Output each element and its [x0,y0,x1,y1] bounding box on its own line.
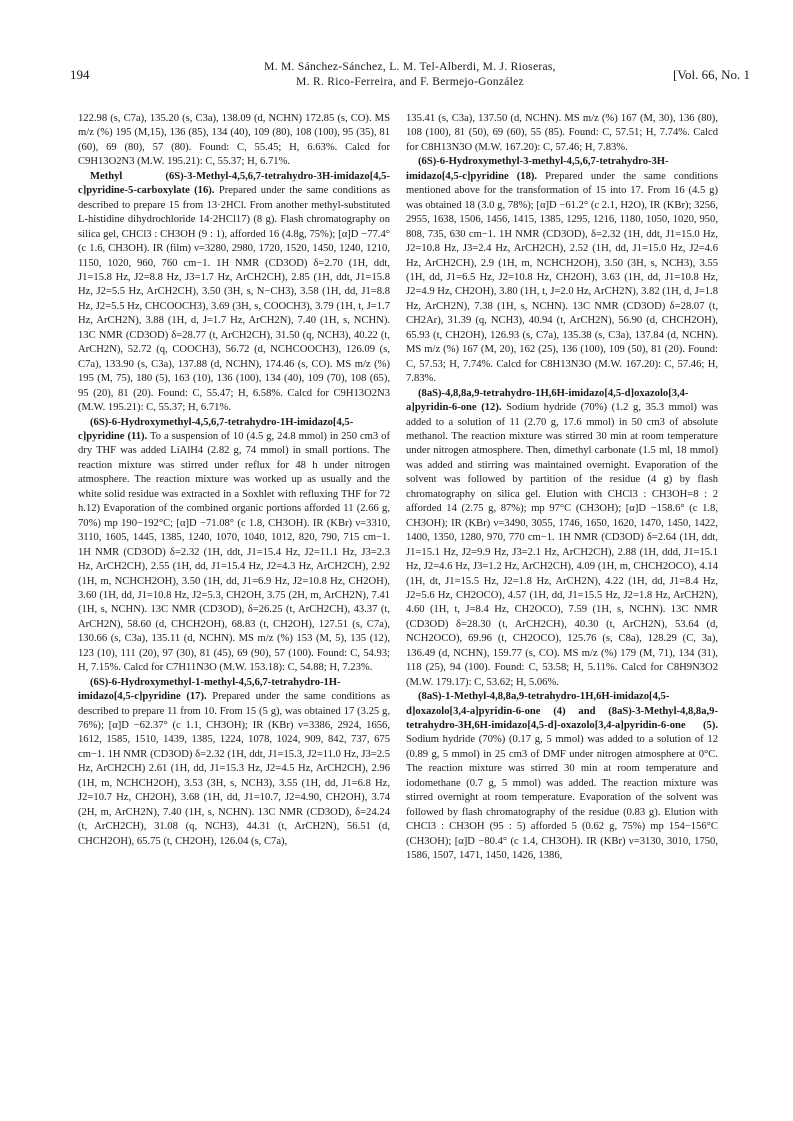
compound-title: (6S)-6-Hydroxymethyl-3-methyl-4,5,6,7-tetrahydro-3H-imidazo[4,5-c]pyridine (18). [406,156,669,182]
paragraph-text: To a suspension of 10 (4.5 g, 24.8 mmol) in 250 cm3 of dry THF was added LiAlH4 (2.82 g, 74 mmol) in small portions. The reaction mixture was stirred under reflux for 48 h under nitrogen atmosphere. The reaction mixture was worked up as usually and the white solid residue was extracted in a Soxhlet with refluxing THF for 72 h.12) Evaporation of the combined organic portions afforded 11 (2.66 g, 70%) mp 190−192°C; [α]D −71.08° (c 1.8, CH3OH). IR (KBr) ν=3310, 3110, 1605, 1445, 1385, 1240, 1070, 1040, 1012, 820, 790, 715 cm−1. 1H NMR (CD3OD) δ=2.32 (1H, ddt, J1=15.4 Hz, J2=11.1 Hz, J3=2.3 Hz, ArCH2CH), 2.55 (1H, dd, J1=15.4 Hz, J2=4.3 Hz, ArCH2CH), 2.92 (1H, m, NCHCH2OH), 3.50 (1H, dd, J1=6.9 Hz, J2=10.8 Hz, CH2OH), 3.60 (1H, dd, J1=10.8 Hz, J2=5.3, CH2OH, 3.75 (2H, m, ArCH2N), 7.41 (1H, s, NCHN). 13C NMR (CD3OD), δ=26.25 (t, ArCH2CH), 43.37 (t, ArCH2N), 58.60 (d, CHCH2OH), 68.83 (t, CH2OH), 127.51 (s, C7a), 130.66 (s, C3a), 135.11 (d, NCHN). MS m/z (%) 153 (M, 5), 135 (12), 123 (10), 111 (20), 97 (30), 81 (45), 69 (90), 57 (100). Found: C, 54.93; H, 7.15%. Calcd for C7H11N3O (M.W. 153.18): C, 54.88; H, 7.23%. [78,430,391,674]
compound-title: (6S)-6-Hydroxymethyl-4,5,6,7-tetrahydro-1H-imidazo[4,5-c]pyridine (11). [78,416,354,442]
compound-title: (8aS)-4,8,8a,9-tetrahydro-1H,6H-imidazo[4,5-d]oxazolo[3,4-a]pyridin-6-one (12). [406,387,689,414]
author-line: M. R. Rico-Ferreira, and F. Bermejo-González [296,76,524,88]
compound-entry [406,155,718,386]
compound-entry [406,690,718,863]
paragraph-text: 122.98 (s, C7a), 135.20 (s, C3a), 138.09 (d, NCHN) 172.85 (s, CO). MS m/z (%) 195 (M,15), 136 (85), 134 (40), 109 (80), 108 (100), 95 (35), 81 (60), 69 (80), 57 (80). Found: C, 55.45; H, 6.63%. Calcd for C9H13O2N3 (M.W. 195.21): C, 55.37; H, 6.71%. [78,113,390,168]
paragraph [406,112,718,155]
left-column [78,112,390,849]
compound-entry [78,676,390,849]
paragraph-text: Sodium hydride (70%) (1.2 g, 35.3 mmol) was added to a solution of 11 (2.70 g, 17.6 mmol) in 50 cm3 of absolute methanol. The reaction mixture was stirred 30 min at room temperature under nitrogen atmosphere. Then, dimethyl carbonate (1.5 ml, 18 mmol) was added and stirring was maintained overnight. Evaporation of the solvent was followed by partition of the residue (4 g) by flash chromatography on silica gel. Elution with CHCl3 : CH3OH=8 : 2 afforded 14 (2.75 g, 87%); mp 97°C (CH3OH); [α]D −158.6° (c 1.8, CH3OH); IR (KBr) ν=3490, 3055, 1746, 1650, 1620, 1470, 1450, 1422, 1400, 1350, 1280, 970, 770 cm−1. 1H NMR (CD3OD) δ=2.64 (1H, ddt, J1=15.1 Hz, J2=9.9 Hz, J3=2.1 Hz, ArCH2CH), 2.88 (1H, ddd, J1=15.1 Hz, J2=4.6 Hz, J3=1.2 Hz, ArCH2CH), 4.09 (1H, m, CHCH2OCO), 4.14 (1H, dt, J1=15.5 Hz, J2=1.8 Hz, ArCH2N), 4.22 (1H, dd, J1=8.4 Hz, J2=5.6 Hz, CH2OCO), 4.57 (1H, dd, J1=15.5 Hz, J2=1.8 Hz, ArCH2N), 4.60 (1H, t, J=8.4 Hz, CH2OCO), 7.59 (1H, s, NCHN). 13C NMR (CD3OD) δ=28.30 (t, ArCH2CH), 40.30 (t, ArCH2N), 53.64 (d, NCH2OCO), 69.96 (t, CH2OCO), 125.76 (s, C8a), 128.29 (C, 3a), 136.49 (d, NCHN), 159.77 (s, CO). MS m/z (%) 179 (M, 71), 134 (31), 118 (25), 94 (100). Found: C, 53.58; H, 5.11%. Calcd for C8H9N3O2 (M.W. 179.17): C, 53.62; H, 5.06%. [406,402,718,688]
compound-title: (8aS)-1-Methyl-4,8,8a,9-tetrahydro-1H,6H-imidazo[4,5-d]oxazolo[3,4-a]pyridin-6-one (4) and (8aS)-3-Methyl-4,8,8a,9-tetrahydro-3H,6H-imidazo[4,5-d]-oxazolo[3,4-a]pyridin-6-one (5). [406,691,718,732]
paragraph-text: Prepared under the same conditions as described to prepare 15 from 13·2HCl. From another methyl-substituted L-histidine dihydrochloride 14·2HCl17) (8 g). Flash chromatography on silica gel, CHCl3 : CH3OH (9 : 1), afforded 16 (4.8g, 75%); [α]D −77.4° (c 1.6, CH3OH). IR (film) ν=3280, 2980, 1720, 1520, 1450, 1240, 1210, 1150, 1020, 960, 760 cm−1. 1H NMR (CD3OD) δ=2.70 (1H, ddt, J1=15.8 Hz, J2=8.8 Hz, J3=1.7 Hz, ArCH2CH), 2.85 (1H, ddt, J1=15.8 Hz, J2=5.5 Hz, ArCH2CH), 3.50 (3H, s, N−CH3), 3.58 (1H, dd, J1=8.8 Hz, J2=5.5 Hz, CHCOOCH3), 3.69 (3H, s, COOCH3), 3.79 (1H, t, J=1.7 Hz, ArCH2N), 3.88 (1H, d, J=1.7 Hz, ArCH2N), 7.40 (1H, s, NCHN). 13C NMR (CD3OD) δ=28.77 (t, ArCH2CH), 31.50 (q, NCH3), 40.22 (t, ArCH2N), 52.72 (q, COOCH3), 56.72 (d, NCHCOOCH3), 126.09 (s, C7a), 133.90 (s, C3a), 137.88 (d, NCHN), 174.46 (s, CO). MS m/z (%) 195 (M, 75), 180 (5), 163 (10), 136 (100), 134 (40), 109 (70), 108 (65), 95 (20), 81 (20). Found: C, 55.47; H, 6.58%. Calcd for C9H13O2N3 (M.W. 195.21): C, 55.37; H, 6.71%. [78,185,390,414]
compound-entry [78,416,390,676]
paragraph-text: 135.41 (s, C3a), 137.50 (d, NCHN). MS m/z (%) 167 (M, 30), 136 (80), 108 (100), 81 (50), 69 (60), 55 (85). Found: C, 57.51; H, 7.74%. Calcd for C8H13N3O (M.W. 167.20): C, 57.46; H, 7.83%. [406,113,718,153]
right-column [406,112,718,864]
compound-entry [406,387,718,691]
paragraph-text: Prepared under the same conditions as described to prepare 11 from 10. From 15 (5 g), was obtained 17 (3.25 g, 76%); [α]D −62.37° (c 1.1, CH3OH); IR (KBr) ν=3386, 2924, 1656, 1612, 1585, 1510, 1439, 1385, 1224, 1078, 1024, 909, 842, 737, 675 cm−1. 1H NMR (CD3OD) δ=2.32 (1H, ddt, J1=15.3, J2=11.0 Hz, J3=2.5 Hz, ArCH2CH) 2.61 (1H, dd, J1=15.3 Hz, J2=4.5 Hz, ArCH2CH), 2.96 (1H, m, NCHCH2OH), 3.53 (3H, s, NCH3), 3.55 (1H, dd, J1=6.8 Hz, J2=10.7 Hz, CH2OH), 3.68 (1H, dd, J1=10.7, J2=4.90, CH2OH), 3.74 (2H, m, ArCH2N), 7.40 (1H, s, NCHN). 13C NMR (CD3OD), δ=24.24 (t, ArCH2CH), 31.08 (q, NCH3), 44.31 (t, ArCH2N), 56.51 (d, CHCH2OH), 65.75 (t, CH2OH), 126.04 (s, C7a), [78,691,390,847]
author-list [70,60,750,90]
compound-entry [78,170,390,416]
compound-title: Methyl (6S)-3-Methyl-4,5,6,7-tetrahydro-3H-imidazo[4,5-c]pyridine-5-carboxylate (16). [78,170,390,197]
paragraph-text: Sodium hydride (70%) (0.17 g, 5 mmol) was added to a solution of 12 (0.89 g, 5 mmol) in 25 cm3 of DMF under nitrogen atmosphere at 0°C. The reaction mixture was stirred 30 min at room temperature and iodomethane (0.7 g, 5 mmol) was added. The reaction mixture was stirred overnight at room temperature. Evaporation of the solvent was followed by flash chromatography of the residue (0.83 g). Elution with CHCl3 : CH3OH (95 : 5) afforded 5 (0.62 g, 75%) mp 154−156°C (CH3OH); [α]D −80.4° (c 1.4, CH3OH). IR (KBr) ν=3130, 3010, 1750, 1586, 1507, 1471, 1450, 1426, 1386, [406,734,718,862]
paragraph [78,112,390,170]
paragraph-text: Prepared under the same conditions mentioned above for the transformation of 15 into 17. From 16 (4.5 g) was obtained 18 (3.0 g, 78%); [α]D −61.2° (c 2.1, H2O), IR (KBr); 3256, 2955, 1638, 1506, 1456, 1415, 1385, 1295, 1216, 1180, 1050, 1020, 950, 808, 735, 630 cm−1. 1H NMR (CD3OD), δ=2.32 (1H, ddt, J1=15.0 Hz, J2=10.8 Hz, J3=2.4 Hz, ArCH2CH), 2.52 (1H, dd, J1=15.0 Hz, J2=4.6 Hz, ArCH2CH), 2.9 (1H, m, NCHCH2OH), 3.50 (3H, s, NCH3), 3.55 (1H, dd, J1=6.5 Hz, J2=10.8 Hz, CH2OH), 3.63 (1H, dd, J1=10.8 Hz, J2=4.9 Hz, CH2OH), 3.80 (1H, t, J=2.0 Hz, ArCH2N), 3.82 (1H, d, J=1.8 Hz, ArCH2N), 7.38 (1H, s, NCHN). 13C NMR (CD3OD) δ=28.07 (t, CH2Ar), 31.39 (q, NCH3), 40.94 (t, ArCH2N), 56.90 (d, CHCH2OH), 65.93 (t, CH2OH), 126.93 (s, C7a), 135.38 (s, C3a), 137.84 (d, NCHN). MS m/z (%) 167 (M, 20), 162 (25), 136 (100), 109 (50), 81 (20). Found: C, 57.53; H, 7.74%. Calcd for C8H13N3O (M.W. 167.20): C, 57.46; H, 7.83%. [406,170,718,385]
author-line: M. M. Sánchez-Sánchez, L. M. Tel-Alberdi, M. J. Rioseras, [264,61,556,73]
compound-title: (6S)-6-Hydroxymethyl-1-methyl-4,5,6,7-tetrahydro-1H-imidazo[4,5-c]pyridine (17). [78,676,341,703]
running-header [70,60,750,94]
volume-info: [Vol. 66, No. 1 [672,67,750,82]
page-number: 194 [70,67,90,82]
